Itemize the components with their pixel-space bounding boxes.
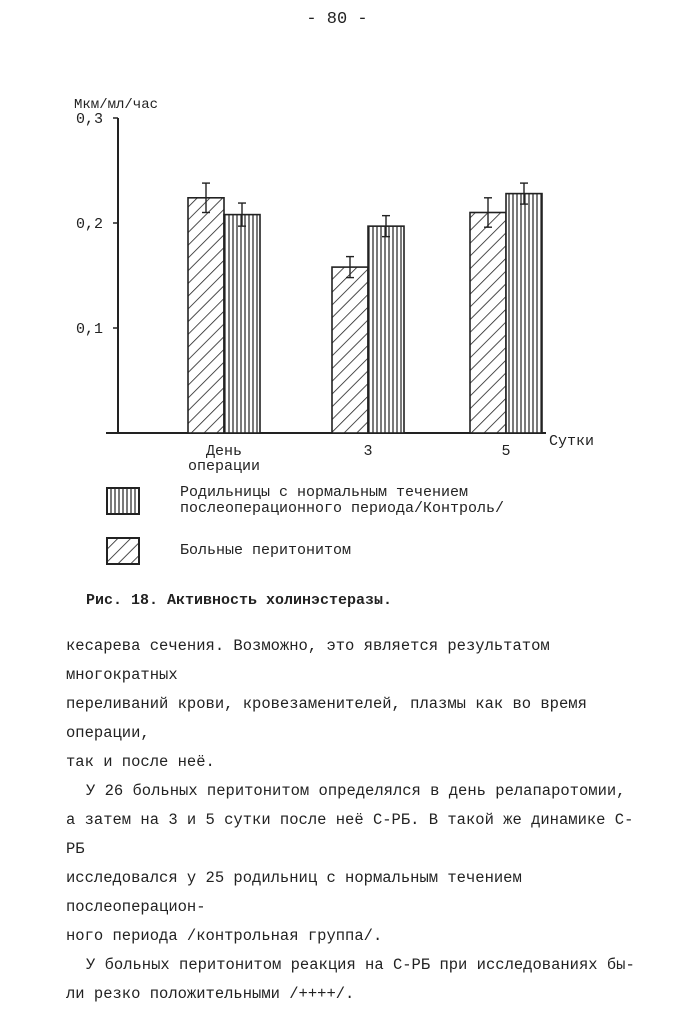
x-tick-label: 3 [363,443,373,460]
legend-swatch-vertical-lines [106,487,140,515]
legend-item-control [106,485,504,517]
y-axis-label: Мкм/мл/час [74,97,159,113]
y-tick-label: 0,2 [76,216,104,233]
figure-caption: Рис. 18. Активность холинэстеразы. [86,592,393,609]
x-tick-label: День операции [187,443,261,475]
paragraph: кесарева сечения. Возможно, это является результатом многократных переливаний крови, кровезаменителей, плазмы как во время операции, так и после неё. [66,637,587,771]
bar [224,215,260,433]
bar [332,267,368,433]
bars [188,183,542,433]
choline-esterase-chart [0,0,674,480]
legend-label-peritonitis: Больные перитонитом [180,542,352,559]
y-ticks [76,111,118,338]
legend-item-peritonitis [106,537,351,565]
bar [506,194,542,433]
bar [368,226,404,433]
y-tick-label: 0,3 [76,111,104,128]
x-axis-label: Сутки [549,433,595,450]
bar [470,213,506,434]
legend-swatch-diagonal-hatch [106,537,140,565]
y-tick-label: 0,1 [76,321,104,338]
x-tick-labels [188,443,511,475]
body-text [66,632,646,1009]
bar [188,198,224,433]
legend-label-control: Родильницы с нормальным течением послеоперационного периода/Контроль/ [180,484,505,517]
paragraph: У больных перитонитом реакция на С-РБ при исследованиях бы- ли резко положительными /++++/. [66,956,635,1003]
x-tick-label: 5 [501,443,511,460]
page-number: - 80 - [306,10,368,29]
paragraph: У 26 больных перитонитом определялся в день релапаротомии, а затем на 3 и 5 сутки после неё С-РБ. В такой же динамике С-РБ исследовался у 25 родильниц с нормальным течением послеоперацион- ного периода /контрольная группа/. [66,782,634,945]
